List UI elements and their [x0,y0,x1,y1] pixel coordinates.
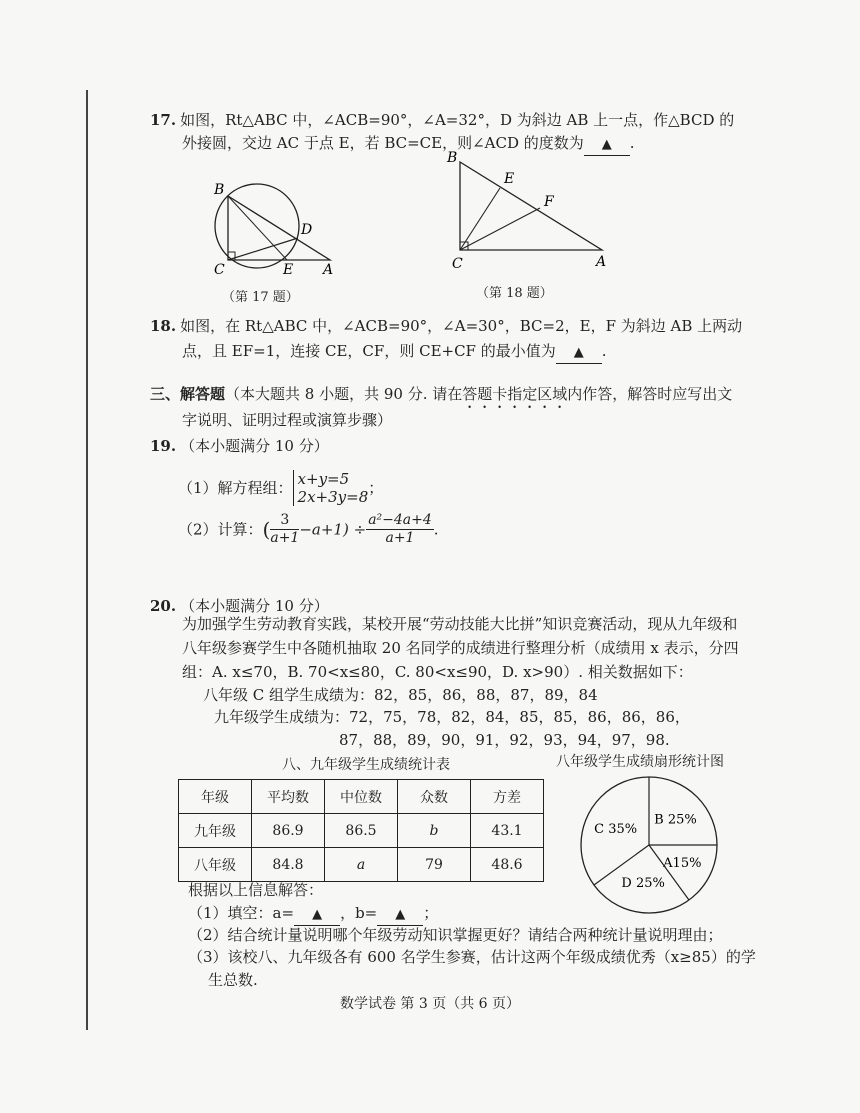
q18-caption: （第 18 题） [476,286,553,301]
q18-line1: 18. 如图，在 Rt△ABC 中，∠ACB=90°，∠A=30°，BC=2，E，F 为斜边 AB 上两动 [150,317,743,335]
q18-line2: 点，且 EF=1，连接 CE，CF，则 CE+CF 的最小值为 ▲ . [182,341,607,364]
pie-label-b: B 25% [654,812,697,828]
binding-line [86,90,88,1030]
table-row: 九年级 86.9 86.5 b 43.1 [179,814,544,848]
q17-label-b: B [214,182,225,198]
q20-intro2: 八年级参赛学生中各随机抽取 20 名同学的成绩进行整理分析（成绩用 x 表示，分四 [182,639,739,657]
q17-answer-blank[interactable]: ▲ [584,133,630,156]
q17-label-a: A [323,262,334,278]
section3-line2: 字说明、证明过程或演算步骤） [182,411,393,429]
q18-figure [440,150,620,276]
q20-grade9-a: 九年级学生成绩为：72，75，78，82，84，85，85，86，86，86， [214,708,690,726]
q18-label-e: E [504,171,515,187]
section3-heading: 三、解答题（本大题共 8 小题，共 90 分. 请在答题卡指定区域内作答，解答时应写出文 [150,385,733,403]
q17-line1: 17. 如图，Rt△ABC 中，∠ACB=90°，∠A=32°，D 为斜边 AB 上一点，作△BCD 的 [150,111,735,129]
q19-part2: （2）计算：( $\frac{3}{a+1}$ −a+1) ÷ $\frac{\text{a²−4a+4}}{a+1}$ . [178,512,439,546]
q17-label-d: D [301,222,313,238]
q20-heading: 20. （本小题满分 10 分） [150,597,329,615]
stats-table [178,779,544,882]
q18-label-c: C [452,256,463,272]
q19-part1: （1）解方程组： x+y=5 2x+3y=8 ； [178,470,384,506]
fraction-2: $\frac{\text{a²−4a+4}}{a+1}$ [368,512,432,546]
q20-sub2: （2）结合统计量说明哪个年级劳动知识掌握更好？请结合两种统计量说明理由； [188,926,723,944]
q20-grade9-b: 87，88，89，90，91，92，93，94，97，98. [339,731,670,749]
q20-blank-a[interactable]: ▲ [294,903,340,926]
answer-intro: 根据以上信息解答： [188,881,324,899]
q19-heading: 19. （本小题满分 10 分） [150,437,329,455]
pie-title: 八年级学生成绩扇形统计图 [556,754,724,770]
q20-intro1: 为加强学生劳动教育实践，某校开展“劳动技能大比拼”知识竞赛活动，现从九年级和 [182,615,738,633]
pie-slice-boundary-d [649,845,689,900]
table-row: 八年级 84.8 a 79 48.6 [179,848,544,882]
q17-caption: （第 17 题） [222,290,299,305]
q18-answer-blank[interactable]: ▲ [556,341,602,364]
equation-system: x+y=5 2x+3y=8 [293,470,369,506]
pie-label-a: A15% [663,855,702,871]
q17-label-c: C [214,262,225,278]
q20-intro3: 组：A. x≤70，B. 70<x≤80，C. 80<x≤90，D. x>90）. 相关数据如下： [182,663,693,681]
q20-sub1: （1）填空：a= ▲ ，b= ▲ ； [188,903,438,926]
fraction-1: $\frac{3}{a+1}$ [270,512,300,546]
table-header-row: 年级 平均数 中位数 众数 方差 [179,780,544,814]
q20-grade8-c: 八年级 C 组学生成绩为：82，85，86，88，87，89，84 [203,686,598,704]
pie-label-d: D 25% [621,875,665,891]
q18-label-a: A [596,254,607,270]
q17-line2: 外接圆，交边 AC 于点 E，若 BC=CE，则∠ACD 的度数为 ▲ . [182,133,635,156]
q17-label-e: E [283,262,294,278]
pie-chart [574,770,724,920]
q17-figure [205,176,345,278]
q20-sub3b: 生总数. [208,971,258,989]
page-footer: 数学试卷 第 3 页（共 6 页） [339,996,521,1012]
q18-label-b: B [447,150,458,166]
q20-blank-b[interactable]: ▲ [377,903,423,926]
pie-label-c: C 35% [594,822,638,838]
q18-label-f: F [544,194,554,210]
q20-sub3a: （3）该校八、九年级各有 600 名学生参赛，估计这两个年级成绩优秀（x≥85）的学 [188,948,756,966]
table-title: 八、九年级学生成绩统计表 [282,757,450,773]
